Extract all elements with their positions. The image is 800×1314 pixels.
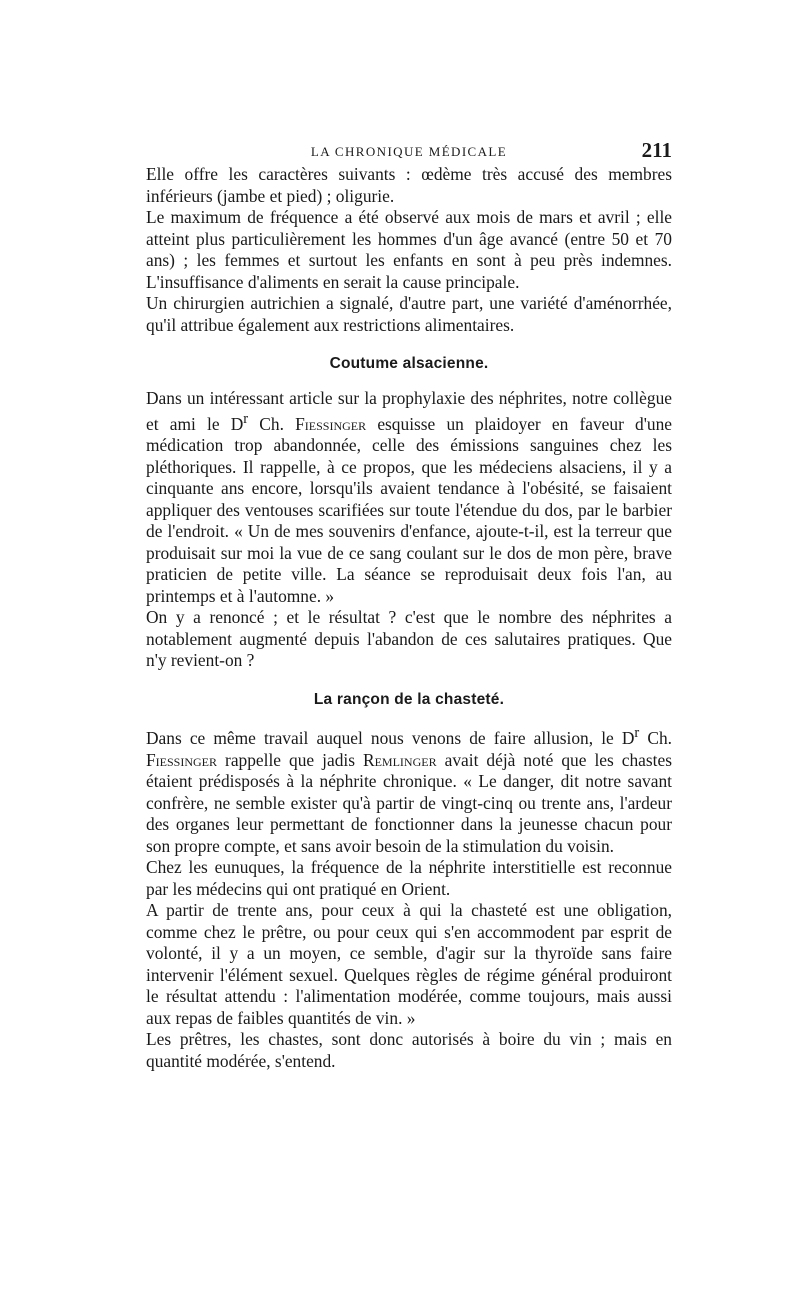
text-run: Ch. [248, 413, 296, 434]
text-run: Dans un intéressant article sur la prophylaxie des néphrites, notre collègue et ami le D [146, 387, 672, 434]
paragraph: Elle offre les caractères suivants : œdème très accusé des membres inférieurs (jambe et pied) ; oligurie. [146, 164, 672, 206]
author-name: Remlinger [363, 749, 437, 770]
text-run: Ch. [639, 728, 672, 749]
section-title-coutume: Coutume alsacienne. [329, 355, 489, 372]
paragraph [146, 388, 672, 608]
paragraph [146, 723, 672, 857]
text-run: rappelle que jadis [217, 749, 363, 770]
paragraph: Un chirurgien autrichien a signalé, d'autre part, une variété d'aménorrhée, qu'il attribue également aux restrictions alimentaires. [146, 293, 672, 335]
author-name: Fiessinger [295, 413, 367, 434]
paragraph: A partir de trente ans, pour ceux à qui la chasteté est une obligation, comme chez le prêtre, ou pour ceux qui s'en accommodent par esprit de volonté, il y a un moyen, ce semble, d'agir sur la thyroïde sans faire intervenir l'élément sexuel. Quelques règles de régime général produiront le résultat attendu : l'alimentation modérée, comme toujours, mais aussi aux repas de faibles quantités de vin. » [146, 900, 672, 1028]
text-run: avait déjà noté que les chastes étaient prédisposés à la néphrite chronique. « Le danger, dit notre savant confrère, ne semble exister qu'à partir de vingt-cinq ou trente ans, l'ardeur des organes leur permettant de fonctionner dans la jeunesse chacun pour son propre compte, et sans avoir besoin de la stimulation du voisin. [146, 749, 672, 856]
text-run: esquisse un plaidoyer en faveur d'une médication trop abandonnée, celle des émissions sanguines chez les pléthoriques. Il rappelle, à ce propos, que les médeciens alsaciens, il y a cinquante ans encore, lorsqu'ils avaient tendance à l'obésité, se faisaient appliquer des ventouses scarifiées sur toute l'étendue du dos, par le barbier de l'endroit. « Un de mes souvenirs d'enfance, ajoute-t-il, est la terreur que produisait sur moi la vue de ce sang coulant sur le dos de mon père, brave praticien de petite ville. La séance se reproduisait deux fois l'an, au printemps et à l'automne. » [146, 413, 672, 606]
page-header [146, 140, 672, 164]
page-number: 211 [641, 138, 672, 162]
section-title-rancon: La rançon de la chasteté. [313, 690, 505, 708]
paragraph: Les prêtres, les chastes, sont donc autorisés à boire du vin ; mais en quantité modérée, s'entend. [146, 1029, 672, 1071]
superscript: r [243, 411, 249, 427]
paragraph: Chez les eunuques, la fréquence de la néphrite interstitielle est reconnue par les médecins qui ont pratiqué en Orient. [146, 857, 672, 899]
superscript: r [634, 725, 640, 742]
text-run: Dans ce même travail auquel nous venons de faire allusion, le D [146, 728, 635, 749]
paragraph: Le maximum de fréquence a été observé aux mois de mars et avril ; elle atteint plus particulièrement les hommes d'un âge avancé (entre 50 et 70 ans) ; les femmes et surtout les enfants en sont à peu près indemnes. L'insuffisance d'aliments en serait la cause principale. [146, 207, 672, 292]
body-text [146, 164, 672, 1072]
paragraph: On y a renoncé ; et le résultat ? c'est que le nombre des néphrites a notablement augmenté depuis l'abandon de ces salutaires pratiques. Que n'y revient-on ? [146, 607, 672, 671]
running-title: LA CHRONIQUE MÉDICALE [310, 144, 508, 159]
author-name: Fiessinger [146, 749, 218, 770]
